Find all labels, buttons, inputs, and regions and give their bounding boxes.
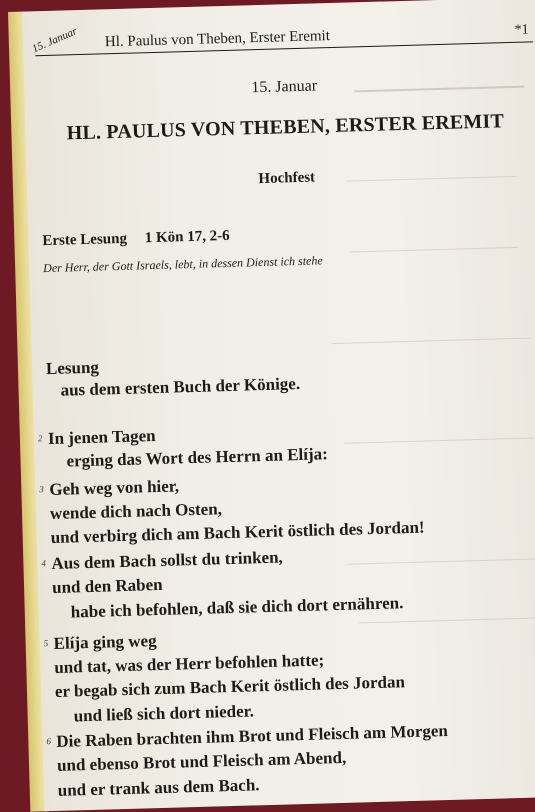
text-line: und tat, was der Herr befohlen hatte; <box>54 650 325 677</box>
verse-number: 5 <box>43 638 49 649</box>
text-line: und ebenso Brot und Fleisch am Abend, <box>56 747 347 775</box>
reading-label: Lesung <box>45 357 100 379</box>
feast-date: 15. Januar <box>251 77 318 97</box>
text-line: wende dich nach Osten, <box>49 499 223 524</box>
text-line: und ließ sich dort nieder. <box>73 701 255 726</box>
reading-reference: 1 Kön 17, 2-6 <box>144 227 230 247</box>
page-marker: *1 <box>514 22 529 38</box>
verse-number: 3 <box>39 484 44 495</box>
feast-rank: Hochfest <box>258 169 316 188</box>
text-line: Aus dem Bach sollst du trinken, <box>51 547 284 573</box>
running-head <box>30 19 533 56</box>
reading-heading <box>42 228 230 250</box>
text-line: In jenen Tagen <box>47 426 156 449</box>
text-line: und verbirg dich am Bach Kerit östlich des Jordan! <box>50 517 425 548</box>
reading-motto: Der Herr, der Gott Israels, lebt, in dessen Dienst ich stehe <box>42 253 323 276</box>
book-page-spread <box>8 0 535 812</box>
text-line: Die Raben brachten ihm Brot und Fleisch am Morgen <box>56 721 449 751</box>
text-line: Geh weg von hier, <box>49 476 180 500</box>
reading-heading-label: Erste Lesung <box>42 230 128 250</box>
feast-title: HL. PAULUS VON THEBEN, ERSTER EREMIT <box>66 110 505 145</box>
verse-number: 6 <box>46 736 52 747</box>
running-head-title: Hl. Paulus von Theben, Erster Eremit <box>104 28 331 51</box>
running-head-date: 15. Januar <box>30 25 79 56</box>
text-line: er begab sich zum Bach Kerit östlich des Jordan <box>54 672 406 701</box>
text-line: Elíja ging weg <box>53 631 157 653</box>
text-line: erging das Wort des Herrn an Elíja: <box>66 444 329 471</box>
book-page <box>22 0 535 811</box>
verse-number: 2 <box>37 433 43 444</box>
text-line: und er trank aus dem Bach. <box>57 775 260 800</box>
verse-number: 4 <box>41 558 47 569</box>
text-line: habe ich befohlen, daß sie dich dort ernähren. <box>70 593 404 622</box>
text-line: und den Raben <box>51 574 163 597</box>
reading-source: aus dem ersten Buch der Könige. <box>60 373 301 400</box>
